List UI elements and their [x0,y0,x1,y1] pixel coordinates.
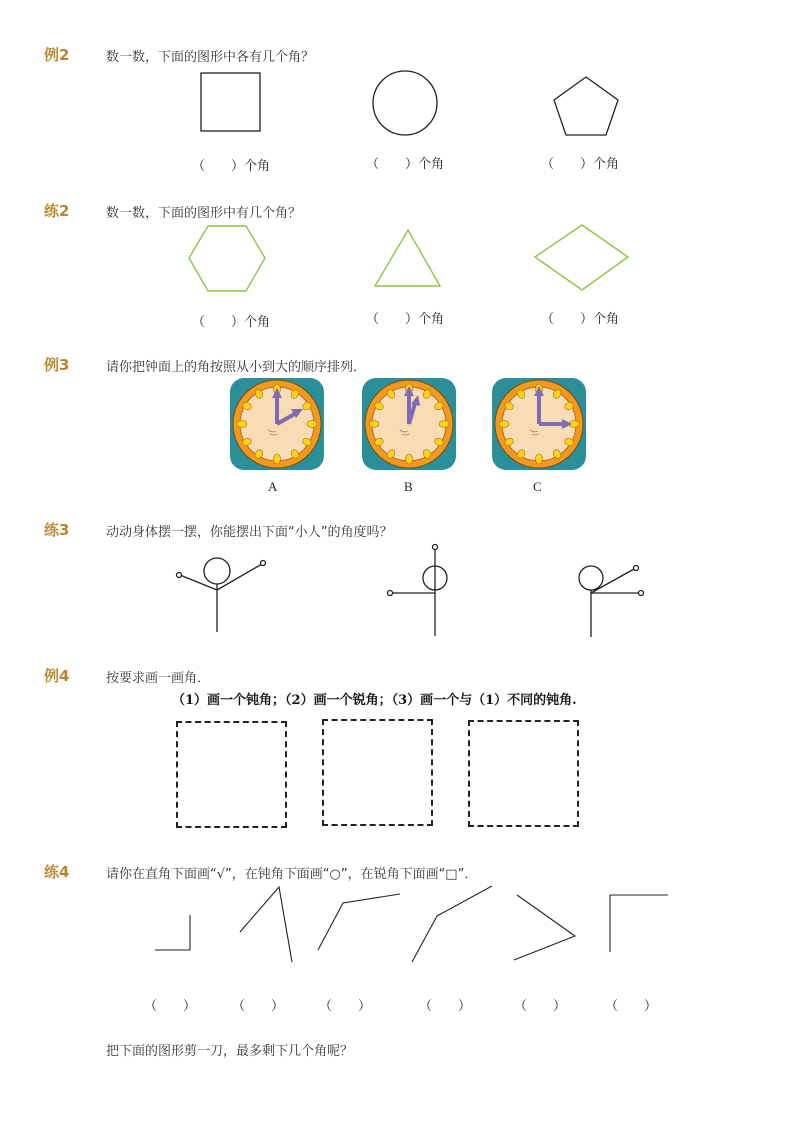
task-instructions: （1）画一个钝角；（2）画一个锐角；（3）画一个与（1）不同的钝角. [172,693,577,708]
drawing-box-1[interactable] [176,721,287,828]
question-final: 把下面的图形剪一刀，最多剩下几个角呢？ [106,1044,354,1059]
drawing-box-2[interactable] [322,719,433,826]
section-tag-pr3: 练3 [44,521,70,539]
question-ex4: 按要求画一画角． [106,671,211,686]
question-pr2: 数一数，下面的图形中有几个角？ [106,206,302,221]
section-tag-pr2: 练2 [44,202,70,220]
angle-6 [610,895,668,952]
clock-label-a: A [268,479,278,494]
clock-label-c: C [533,479,542,494]
question-ex3: 请你把钟面上的角按照从小到大的顺序排列． [106,360,367,375]
angle-1 [155,915,190,950]
section-tag-pr4: 练4 [44,863,70,881]
blank-circle[interactable]: （ ）个角 [366,157,445,172]
clocks-ex3 [228,378,598,470]
drawing-box-3[interactable] [468,720,579,827]
circle-shape [373,71,437,135]
stick-figure-1 [177,558,266,632]
answer-4[interactable]: （ ） [419,999,472,1014]
clock-a [230,378,324,470]
blank-pentagon[interactable]: （ ）个角 [541,157,620,172]
blank-hexagon[interactable]: （ ）个角 [192,315,271,330]
answer-5[interactable]: （ ） [514,999,567,1014]
clock-c [492,378,586,470]
section-tag-ex3: 例3 [44,356,70,374]
pentagon-shape [554,77,618,135]
shapes-ex2 [190,66,650,146]
answer-1[interactable]: （ ） [144,999,197,1014]
stick-figure-2 [388,545,448,637]
angle-4 [412,886,492,962]
section-tag-ex4: 例4 [44,667,70,685]
hexagon-shape [189,226,265,291]
blank-square[interactable]: （ ）个角 [192,159,271,174]
blank-triangle[interactable]: （ ）个角 [366,312,445,327]
section-tag-ex2: 例2 [44,46,70,64]
question-pr4: 请你在直角下面画“√”，在钝角下面画“○”，在锐角下面画“□”． [106,867,478,882]
answer-6[interactable]: （ ） [605,999,658,1014]
triangle-shape [375,230,440,286]
question-ex2: 数一数，下面的图形中各有几个角？ [106,50,315,65]
stick-figures [170,540,650,640]
angle-5 [514,895,575,960]
square-shape [201,73,260,131]
blank-rhombus[interactable]: （ ）个角 [541,312,620,327]
angle-2 [240,887,292,962]
question-pr3: 动动身体摆一摆，你能摆出下面“小人”的角度吗？ [106,525,393,540]
answer-2[interactable]: （ ） [232,999,285,1014]
angles-pr4 [150,882,680,967]
stick-figure-3 [579,566,644,638]
rhombus-shape [535,225,628,290]
shapes-pr2 [180,220,640,300]
clock-b [362,378,456,470]
answer-3[interactable]: （ ） [319,999,372,1014]
angle-3 [318,894,400,950]
clock-label-b: B [404,479,413,494]
